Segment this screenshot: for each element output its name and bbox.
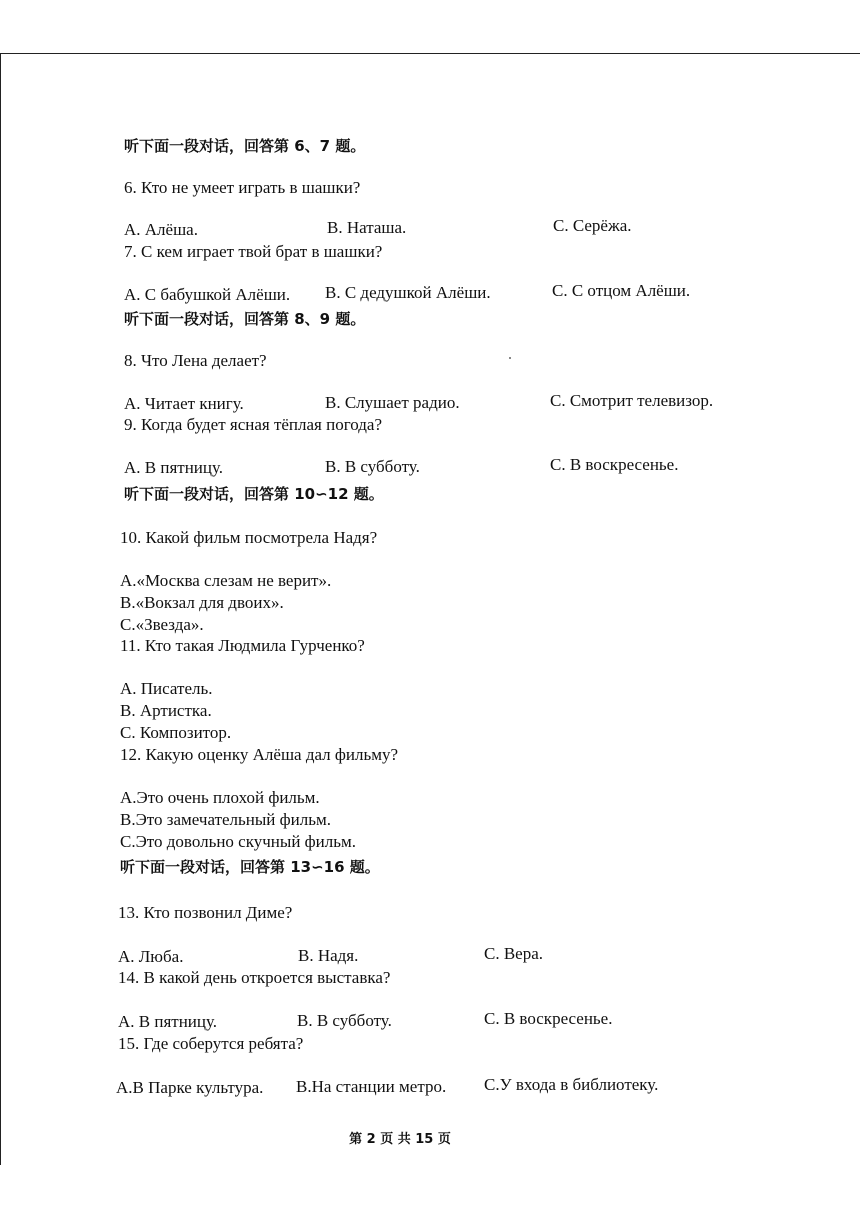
question-13: 13. Кто позвонил Диме? [118, 903, 293, 922]
q13-option-a: А. Люба. [118, 947, 184, 966]
q7-option-b: В. С дедушкой Алёши. [325, 283, 491, 302]
question-9: 9. Когда будет ясная тёплая погода? [124, 415, 383, 434]
question-15: 15. Где соберутся ребята? [118, 1034, 304, 1053]
page-number: 第 2 页 共 15 页 [349, 1132, 451, 1147]
scan-speck [509, 357, 511, 359]
section-instruction: 听下面一段对话，回答第 10∽12 题。 [124, 485, 384, 503]
question-11: 11. Кто такая Людмила Гурченко? [120, 636, 365, 655]
question-6: 6. Кто не умеет играть в шашки? [124, 178, 361, 197]
q14-option-b: В. В субботу. [297, 1011, 392, 1030]
question-10: 10. Какой фильм посмотрела Надя? [120, 528, 378, 547]
q11-option-b: В. Артистка. [120, 701, 212, 720]
q10-option-a: А.«Москва слезам не верит». [120, 571, 332, 590]
q8-option-c: С. Смотрит телевизор. [550, 391, 714, 410]
q10-option-b: В.«Вокзал для двоих». [120, 593, 284, 612]
question-12: 12. Какую оценку Алёша дал фильму? [120, 745, 399, 764]
section-instruction: 听下面一段对话，回答第 8、9 题。 [124, 310, 366, 328]
q6-option-c: С. Серёжа. [553, 216, 632, 235]
q9-option-b: В. В субботу. [325, 457, 420, 476]
section-instruction: 听下面一段对话，回答第 6、7 题。 [124, 137, 366, 155]
q12-option-b: В.Это замечательный фильм. [120, 810, 331, 829]
q15-option-b: В.На станции метро. [296, 1077, 447, 1096]
q8-option-b: В. Слушает радио. [325, 393, 460, 412]
question-8: 8. Что Лена делает? [124, 351, 267, 370]
q14-option-a: А. В пятницу. [118, 1012, 218, 1031]
q12-option-a: А.Это очень плохой фильм. [120, 788, 320, 807]
q10-option-c: С.«Звезда». [120, 615, 204, 634]
section-instruction: 听下面一段对话，回答第 13∽16 题。 [120, 858, 380, 876]
q11-option-a: А. Писатель. [120, 679, 213, 698]
q13-option-b: В. Надя. [298, 946, 359, 965]
question-7: 7. С кем играет твой брат в шашки? [124, 242, 383, 261]
q7-option-c: С. С отцом Алёши. [552, 281, 691, 300]
q11-option-c: С. Композитор. [120, 723, 232, 742]
q14-option-c: С. В воскресенье. [484, 1009, 613, 1028]
q15-option-a: А.В Парке культура. [116, 1078, 264, 1097]
question-14: 14. В какой день откроется выставка? [118, 968, 391, 987]
q6-option-b: В. Наташа. [327, 218, 407, 237]
q12-option-c: С.Это довольно скучный фильм. [120, 832, 357, 851]
q8-option-a: А. Читает книгу. [124, 394, 244, 413]
q9-option-a: А. В пятницу. [124, 458, 224, 477]
q15-option-c: С.У входа в библиотеку. [484, 1075, 659, 1094]
q7-option-a: А. С бабушкой Алёши. [124, 285, 291, 304]
q13-option-c: С. Вера. [484, 944, 544, 963]
q6-option-a: А. Алёша. [124, 220, 198, 239]
q9-option-c: С. В воскресенье. [550, 455, 679, 474]
